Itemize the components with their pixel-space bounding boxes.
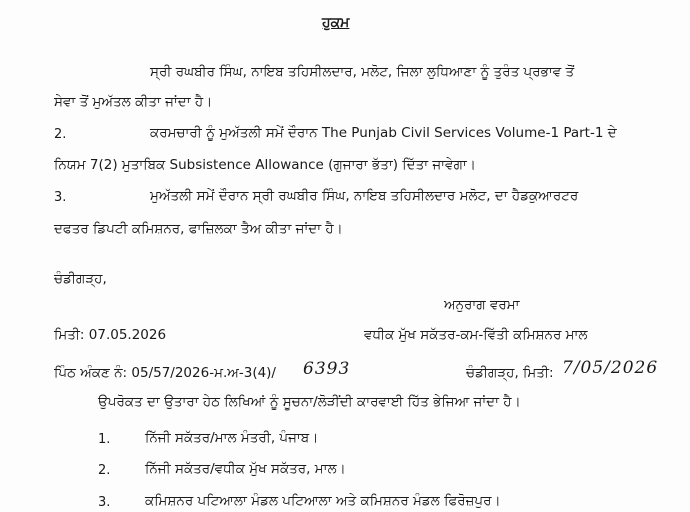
- para2-line2: ਨਿਯਮ 7(2) ਮੁਤਾਬਿਕ Subsistence Allowance (ਗੁਜਾਰਾ ਭੱਤਾ) ਦਿੱਤਾ ਜਾਵੇਗਾ।: [54, 157, 476, 173]
- endorsement-place-date-label: ਚੰਡੀਗੜ੍ਹ, ਮਿਤੀ:: [466, 365, 554, 381]
- issue-place: ਚੰਡੀਗੜ੍ਹ,: [54, 271, 107, 287]
- document-title: ਹੁਕਮ: [322, 15, 350, 31]
- recipient-1-number: 1.: [98, 432, 111, 447]
- para2-line1: ਕਰਮਚਾਰੀ ਨੂੰ ਮੁਅੱਤਲੀ ਸਮੇਂ ਦੌਰਾਨ The Punjab Civil Services Volume-1 Part-1 ਦੇ: [150, 125, 617, 141]
- recipient-3-number: 3.: [98, 495, 111, 510]
- recipient-1-text: ਨਿੱਜੀ ਸਕੱਤਰ/ਮਾਲ ਮੰਤਰੀ, ਪੰਜਾਬ।: [145, 430, 319, 446]
- para3-line2: ਦਫਤਰ ਡਿਪਟੀ ਕਮਿਸ਼ਨਰ, ਫਾਜ਼ਿਲਕਾ ਤੈਅ ਕੀਤਾ ਜਾਂਦਾ ਹੈ।: [54, 221, 343, 237]
- recipient-3-text: ਕਮਿਸ਼ਨਰ ਪਟਿਆਲਾ ਮੰਡਲ ਪਟਿਆਲਾ ਅਤੇ ਕਮਿਸ਼ਨਰ ਮੰਡਲ ਫਿਰੋਜ਼ਪੁਰ।: [145, 493, 501, 509]
- copy-intro: ਉਪਰੋਕਤ ਦਾ ਉਤਾਰਾ ਹੇਠ ਲਿਖਿਆਂ ਨੂੰ ਸੂਚਨਾ/ਲੋੜੀਂਦੀ ਕਾਰਵਾਈ ਹਿੱਤ ਭੇਜਿਆ ਜਾਂਦਾ ਹੈ।: [98, 394, 521, 410]
- para3-line1: ਮੁਅੱਤਲੀ ਸਮੇਂ ਦੌਰਾਨ ਸ੍ਰੀ ਰਘਬੀਰ ਸਿੰਘ, ਨਾਇਬ ਤਹਿਸੀਲਦਾਰ ਮਲੋਟ, ਦਾ ਹੈਡਕੁਆਰਟਰ: [150, 188, 579, 204]
- recipient-2-text: ਨਿੱਜੀ ਸਕੱਤਰ/ਵਧੀਕ ਮੁੱਖ ਸਕੱਤਰ, ਮਾਲ।: [145, 461, 346, 477]
- para1-line1: ਸ੍ਰੀ ਰਘਬੀਰ ਸਿੰਘ, ਨਾਇਬ ਤਹਿਸੀਲਦਾਰ, ਮਲੋਟ, ਜਿਲਾ ਲੁਧਿਆਣਾ ਨੂੰ ਤੁਰੰਤ ਪ੍ਰਭਾਵ ਤੋਂ: [150, 64, 575, 80]
- para3-number: 3.: [54, 190, 67, 205]
- recipient-2-number: 2.: [98, 463, 111, 478]
- para2-number: 2.: [54, 127, 67, 142]
- endorsement-number-handwritten: 6393: [303, 359, 351, 379]
- signatory-name: ਅਨੁਰਾਗ ਵਰਮਾ: [444, 297, 520, 313]
- endorsement-number-label: ਪਿੰਠ ਅੰਕਣ ਨੰ: 05/57/2026-ਮ.ਅ-3(4)/: [54, 365, 276, 381]
- signatory-designation: ਵਧੀਕ ਮੁੱਖ ਸਕੱਤਰ-ਕਮ-ਵਿੱਤੀ ਕਮਿਸ਼ਨਰ ਮਾਲ: [364, 327, 588, 343]
- order-date: ਮਿਤੀ: 07.05.2026: [54, 327, 167, 343]
- para1-line2: ਸੇਵਾ ਤੋਂ ਮੁਅੱਤਲ ਕੀਤਾ ਜਾਂਦਾ ਹੈ।: [54, 94, 213, 110]
- endorsement-date-handwritten: 7/05/2026: [562, 358, 659, 378]
